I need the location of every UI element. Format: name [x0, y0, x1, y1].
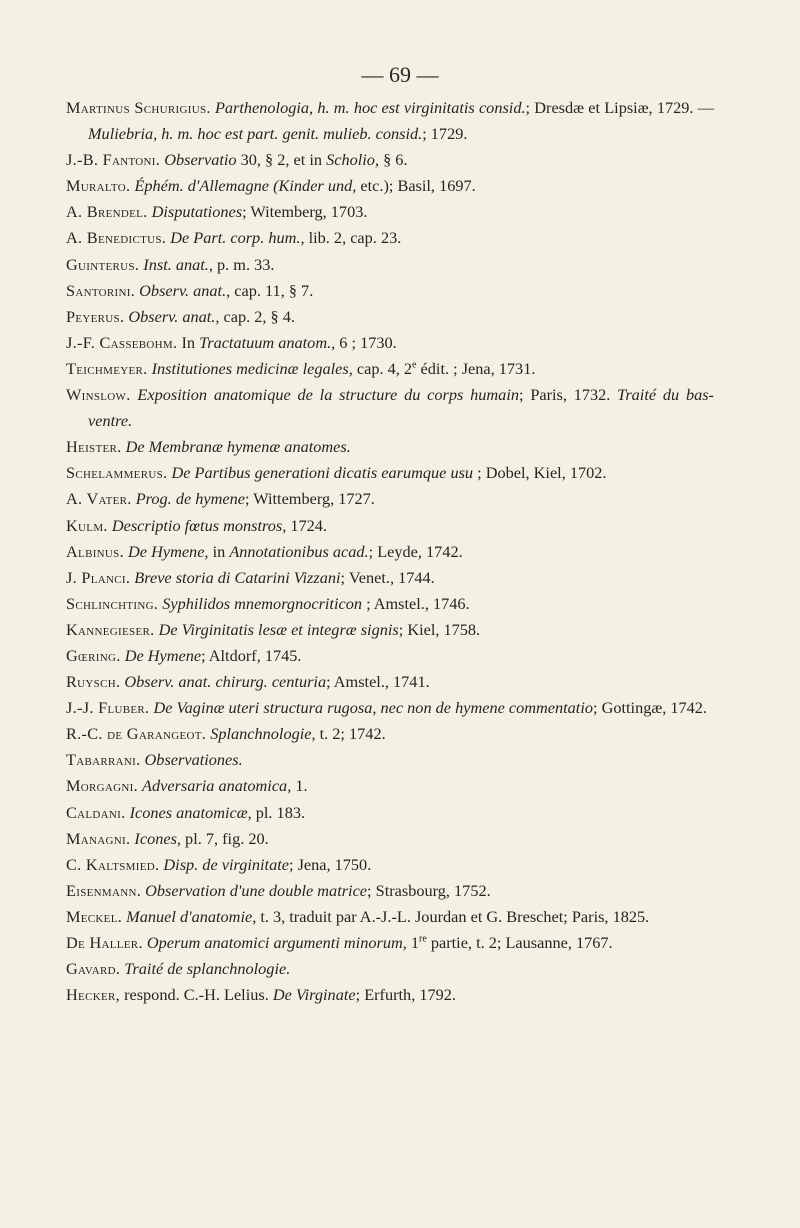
entry-text: ; Witemberg, 1703.	[242, 202, 368, 222]
entry-title: Descriptio fœtus monstros,	[111, 515, 287, 535]
entry-text: ; Venet., 1744.	[340, 567, 435, 587]
entry-text: partie, t. 2; Lausanne, 1767.	[426, 933, 613, 952]
entry-title: Manuel d'anatomie,	[126, 906, 257, 926]
entry-text: cap. 4, 2	[352, 358, 413, 378]
bibliography-entry	[66, 330, 714, 356]
entry-text: in	[208, 541, 230, 561]
bibliography-entry	[66, 95, 714, 147]
entry-superscript: e	[412, 359, 417, 371]
entry-text: ; Wittemberg, 1727.	[244, 489, 375, 509]
entry-text: ; Leyde, 1742.	[368, 541, 463, 561]
entry-text: ; Amstel., 1746.	[362, 593, 470, 613]
entry-text: 1	[406, 933, 420, 952]
entry-text: pl. 7, fig. 20.	[180, 828, 269, 848]
entry-text: In	[181, 332, 200, 352]
entry-text: 30, § 2, et in	[236, 150, 327, 170]
entry-author: Martinus Schurigius.	[66, 98, 211, 117]
entry-title: De Hymene,	[128, 541, 209, 561]
entry-title: Tractatuum anatom.,	[199, 332, 336, 352]
bibliography-entry	[66, 252, 714, 278]
entry-text: ; Jena, 1750.	[288, 854, 372, 874]
bibliography-entry	[66, 878, 714, 904]
entry-title: Disp. de virginitate	[163, 854, 289, 874]
entry-author: Peyerus.	[66, 306, 125, 326]
entry-author: A. Brendel.	[66, 202, 148, 222]
entry-title: Observationes.	[144, 750, 243, 770]
entry-title: Adversaria anatomica,	[142, 776, 292, 796]
bibliography-entry	[66, 956, 714, 982]
bibliography-entry	[66, 669, 714, 695]
entry-text: ; Strasbourg, 1752.	[367, 880, 491, 900]
entry-text: pl. 183.	[251, 802, 306, 822]
entry-title: Institutiones medicinæ legales,	[151, 358, 353, 378]
entry-author: Gavard.	[66, 959, 121, 979]
entry-text: p. m. 33.	[212, 254, 275, 274]
entry-title: Muliebria, h. m. hoc est part. genit. mulieb. consid.	[88, 124, 423, 144]
entry-title: De Membranæ hymenæ anatomes.	[125, 437, 351, 457]
entry-author: J.-F. Cassebohm.	[66, 332, 178, 352]
entry-author: Muralto.	[66, 176, 131, 196]
entry-title: Traité du bas-ventre.	[88, 385, 714, 431]
bibliography-entry	[66, 565, 714, 591]
entry-author: C. Kaltsmied.	[66, 854, 160, 874]
bibliography-entry	[66, 982, 714, 1008]
entry-text: ; Amstel., 1741.	[326, 672, 430, 692]
entry-author: J. Planci.	[66, 567, 131, 587]
entry-author: Ruysch.	[66, 672, 121, 692]
entry-title: Observ. anat.,	[139, 280, 231, 300]
entry-author: Caldani.	[66, 802, 126, 822]
entry-title: Breve storia di Catarini Vizzani	[134, 567, 341, 587]
bibliography-entry	[66, 773, 714, 799]
entry-title: Observatio	[164, 150, 237, 170]
bibliography-entry	[66, 695, 714, 721]
entry-author: A. Benedictus.	[66, 228, 167, 248]
entry-title: De Vaginæ uteri structura rugosa, nec non de hymene commentatio	[153, 698, 593, 718]
bibliography-entry	[66, 800, 714, 826]
entry-author: Kulm.	[66, 515, 108, 535]
entry-title: Scholio	[326, 150, 375, 170]
entry-author: J.-B. Fantoni.	[66, 150, 161, 170]
entry-title: Traité de splanchnologie.	[124, 959, 291, 979]
entry-title: Exposition anatomique de la structure du corps humain	[137, 385, 519, 405]
entry-author: Tabarrani.	[66, 750, 141, 770]
entry-title: Icones anatomicæ,	[129, 802, 252, 822]
bibliography-entry	[66, 434, 714, 460]
entry-text: ; Dresdæ et Lipsiæ, 1729. —	[525, 98, 714, 117]
entry-author: Albinus.	[66, 541, 124, 561]
entry-text: etc.); Basil, 1697.	[356, 176, 476, 196]
entry-author: J.-J. Fluber.	[66, 698, 150, 718]
entry-title: De Virginate	[272, 985, 356, 1005]
entry-text: ; Kiel, 1758.	[398, 619, 481, 639]
entry-text: t. 2; 1742.	[315, 724, 386, 744]
entry-author: De Haller.	[66, 933, 143, 952]
entry-title: Icones,	[134, 828, 181, 848]
entry-title: De Partibus generationi dicatis earumque usu	[171, 463, 474, 483]
bibliography-entry	[66, 147, 714, 173]
entry-text: 6 ; 1730.	[335, 332, 397, 352]
entry-text: 1724.	[286, 515, 327, 535]
bibliography-list	[66, 95, 714, 1008]
entry-author: A. Vater.	[66, 489, 132, 509]
entry-author: Kannegieser.	[66, 619, 155, 639]
entry-title: Prog. de hymene	[135, 489, 245, 509]
entry-author: Winslow.	[66, 385, 131, 405]
bibliography-entry	[66, 513, 714, 539]
entry-title: Disputationes	[151, 202, 243, 222]
bibliography-entry	[66, 826, 714, 852]
bibliography-entry	[66, 460, 714, 486]
bibliography-entry	[66, 930, 714, 956]
bibliography-entry	[66, 173, 714, 199]
entry-title: Parthenologia, h. m. hoc est virginitatis consid.	[214, 98, 526, 117]
bibliography-entry	[66, 852, 714, 878]
entry-author: Schlinchting.	[66, 593, 159, 613]
entry-author: Managni.	[66, 828, 131, 848]
bibliography-entry	[66, 747, 714, 773]
bibliography-entry	[66, 643, 714, 669]
entry-title: Annotationibus acad.	[229, 541, 369, 561]
bibliography-entry	[66, 486, 714, 512]
entry-title: Éphém. d'Allemagne (Kinder und,	[134, 176, 357, 196]
entry-author: Morgagni.	[66, 776, 138, 796]
bibliography-entry	[66, 278, 714, 304]
bibliography-entry	[66, 382, 714, 434]
bibliography-entry	[66, 904, 714, 930]
entry-title: De Part. corp. hum.,	[170, 228, 305, 248]
entry-text: ; Gottingæ, 1742.	[593, 698, 707, 718]
bibliography-entry	[66, 304, 714, 330]
entry-text: cap. 11, § 7.	[230, 280, 314, 300]
bibliography-entry	[66, 617, 714, 643]
entry-author: Hecker,	[66, 985, 120, 1005]
entry-text: édit. ; Jena, 1731.	[416, 358, 536, 378]
entry-text: cap. 2, § 4.	[219, 306, 295, 326]
entry-title: De Hymene	[124, 645, 202, 665]
entry-author: Eisenmann.	[66, 880, 142, 900]
entry-title: De Virginitatis lesæ et integræ signis	[158, 619, 399, 639]
entry-text: ; Paris, 1732.	[519, 385, 618, 405]
entry-title: Operum anatomici argumenti minorum,	[146, 933, 407, 952]
entry-text: ; Altdorf, 1745.	[201, 645, 302, 665]
entry-text: , § 6.	[374, 150, 408, 170]
entry-author: Heister.	[66, 437, 122, 457]
entry-title: Observation d'une double matrice	[145, 880, 368, 900]
bibliography-entry	[66, 539, 714, 565]
entry-text: ; 1729.	[422, 124, 468, 144]
entry-title: Syphilidos mnemorgnocriticon	[162, 593, 362, 613]
entry-author: Santorini.	[66, 280, 136, 300]
entry-title: Splanchnologie,	[210, 724, 316, 744]
entry-author: Meckel.	[66, 906, 123, 926]
entry-text: ; Erfurth, 1792.	[355, 985, 456, 1005]
entry-superscript: re	[419, 933, 427, 945]
bibliography-entry	[66, 591, 714, 617]
bibliography-entry	[66, 356, 714, 382]
entry-text: t. 3, traduit par A.-J.-L. Jourdan et G. Breschet; Paris, 1825.	[256, 906, 650, 926]
entry-title: Observ. anat. chirurg. centuria	[124, 672, 327, 692]
entry-text: lib. 2, cap. 23.	[304, 228, 402, 248]
entry-author: R.-C. de Garangeot.	[66, 724, 207, 744]
entry-text: ; Dobel, Kiel, 1702.	[473, 463, 607, 483]
entry-text: 1.	[291, 776, 308, 796]
entry-author: Schelammerus.	[66, 463, 168, 483]
entry-author: Teichmeyer.	[66, 358, 148, 378]
bibliography-entry	[66, 721, 714, 747]
entry-title: Observ. anat.,	[128, 306, 220, 326]
entry-author: Guinterus.	[66, 254, 140, 274]
bibliography-entry	[66, 225, 714, 251]
entry-author: Gœring.	[66, 645, 121, 665]
bibliography-entry	[66, 199, 714, 225]
entry-text: respond. C.-H. Lelius.	[124, 985, 273, 1005]
entry-title: Inst. anat.,	[143, 254, 213, 274]
page-number: — 69 —	[361, 62, 439, 87]
